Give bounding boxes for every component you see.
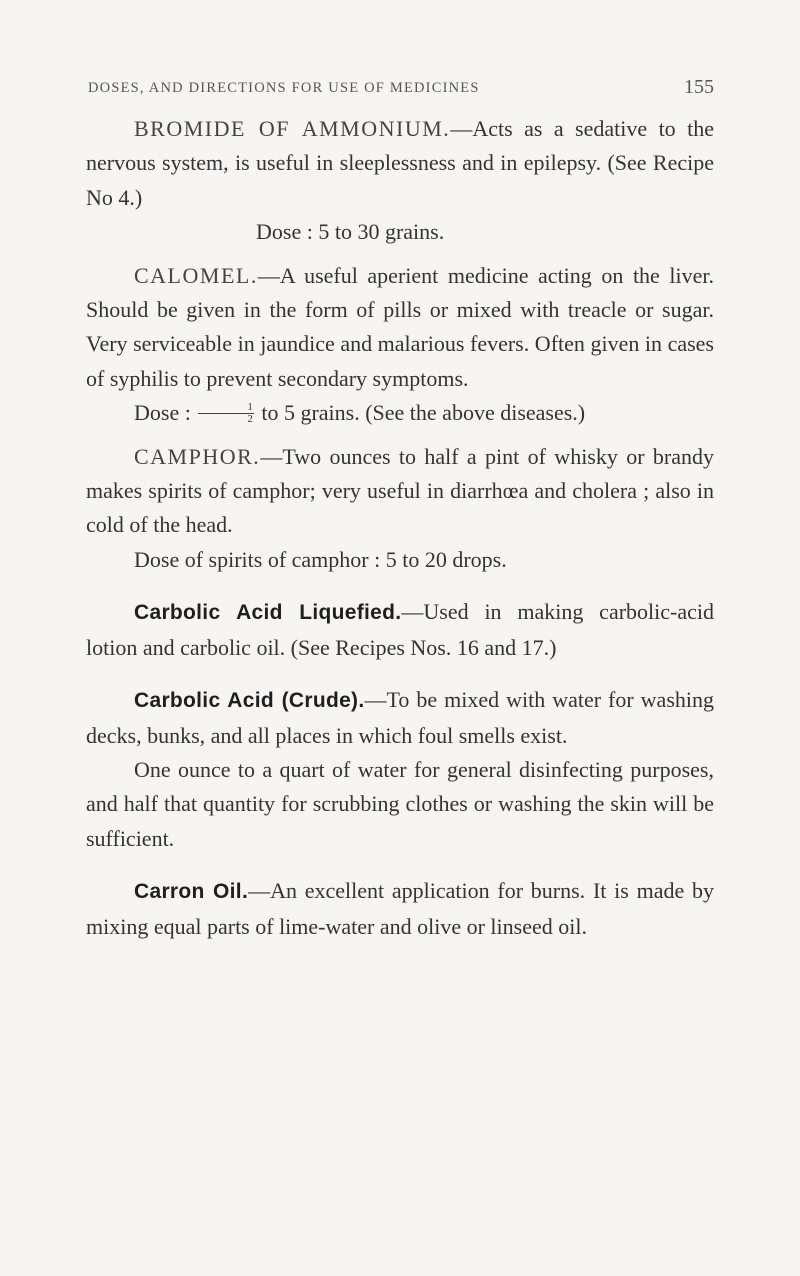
entry-heading: Carron Oil. bbox=[134, 880, 249, 904]
entry-text: —A useful aperient medicine acting on the liver. Should be given in the form of pills or mixed with treacle or sugar. Very serviceable in jaundice and malarious fevers. Often given in cases of syphilis to prevent secondary symptoms. bbox=[86, 262, 714, 391]
entry-paragraph bbox=[86, 874, 714, 944]
running-title: DOSES, AND DIRECTIONS FOR USE OF MEDICINES bbox=[88, 80, 480, 96]
entry-text: —Acts as a sedative to the nervous system, is useful in sleeplessness and in epilepsy. (See Recipe No 4.) bbox=[86, 116, 714, 210]
entry-paragraph bbox=[86, 595, 714, 665]
entry-heading: Carbolic Acid Liquefied. bbox=[134, 601, 402, 625]
page-body bbox=[86, 112, 714, 944]
entry-heading: Carbolic Acid (Crude). bbox=[134, 689, 365, 713]
entry-text: —To be mixed with water for washing decks, bunks, and all places in which foul smells exist. bbox=[86, 687, 714, 748]
entry-heading: CAMPHOR. bbox=[134, 443, 261, 469]
entry-extra-paragraph: One ounce to a quart of water for general disinfecting purposes, and half that quantity for scrubbing clothes or washing the skin will be sufficient. bbox=[86, 756, 714, 851]
entry-carron-oil bbox=[86, 874, 714, 944]
entry-bromide-of-ammonium bbox=[86, 112, 714, 250]
dose-line: Dose of spirits of camphor : 5 to 20 drops. bbox=[134, 546, 507, 572]
entry-paragraph bbox=[86, 112, 714, 215]
entry-heading: CALOMEL. bbox=[134, 262, 258, 288]
entry-paragraph bbox=[86, 440, 714, 543]
dose-line: Dose : 5 to 30 grains. bbox=[256, 219, 445, 245]
dose-prefix: Dose : bbox=[134, 400, 191, 426]
entry-text: —An excellent application for burns. It is made by mixing equal parts of lime-water and olive or linseed oil. bbox=[86, 878, 714, 939]
dose-suffix: to 5 grains. (See the above diseases.) bbox=[261, 400, 586, 426]
fraction-numerator: 1 bbox=[198, 402, 254, 414]
entry-carbolic-acid-liquefied bbox=[86, 595, 714, 665]
entry-calomel bbox=[86, 259, 714, 431]
entry-text: —Two ounces to half a pint of whisky or brandy makes spirits of camphor; very useful in diarrhœa and cholera ; also in cold of the head. bbox=[86, 443, 714, 538]
entry-camphor bbox=[86, 440, 714, 578]
entry-paragraph bbox=[86, 259, 714, 397]
page-number: 155 bbox=[684, 76, 714, 98]
entry-heading: BROMIDE OF AMMONIUM. bbox=[134, 116, 451, 141]
fraction-denominator: 2 bbox=[247, 412, 253, 425]
dose-line bbox=[86, 396, 714, 430]
entry-carbolic-acid-crude bbox=[86, 683, 714, 856]
entry-paragraph bbox=[86, 683, 714, 753]
running-header bbox=[88, 76, 714, 98]
entry-text: —Used in making carbolic-acid lotion and carbolic oil. (See Recipes Nos. 16 and 17.) bbox=[86, 599, 714, 660]
dose-fraction bbox=[198, 402, 254, 425]
